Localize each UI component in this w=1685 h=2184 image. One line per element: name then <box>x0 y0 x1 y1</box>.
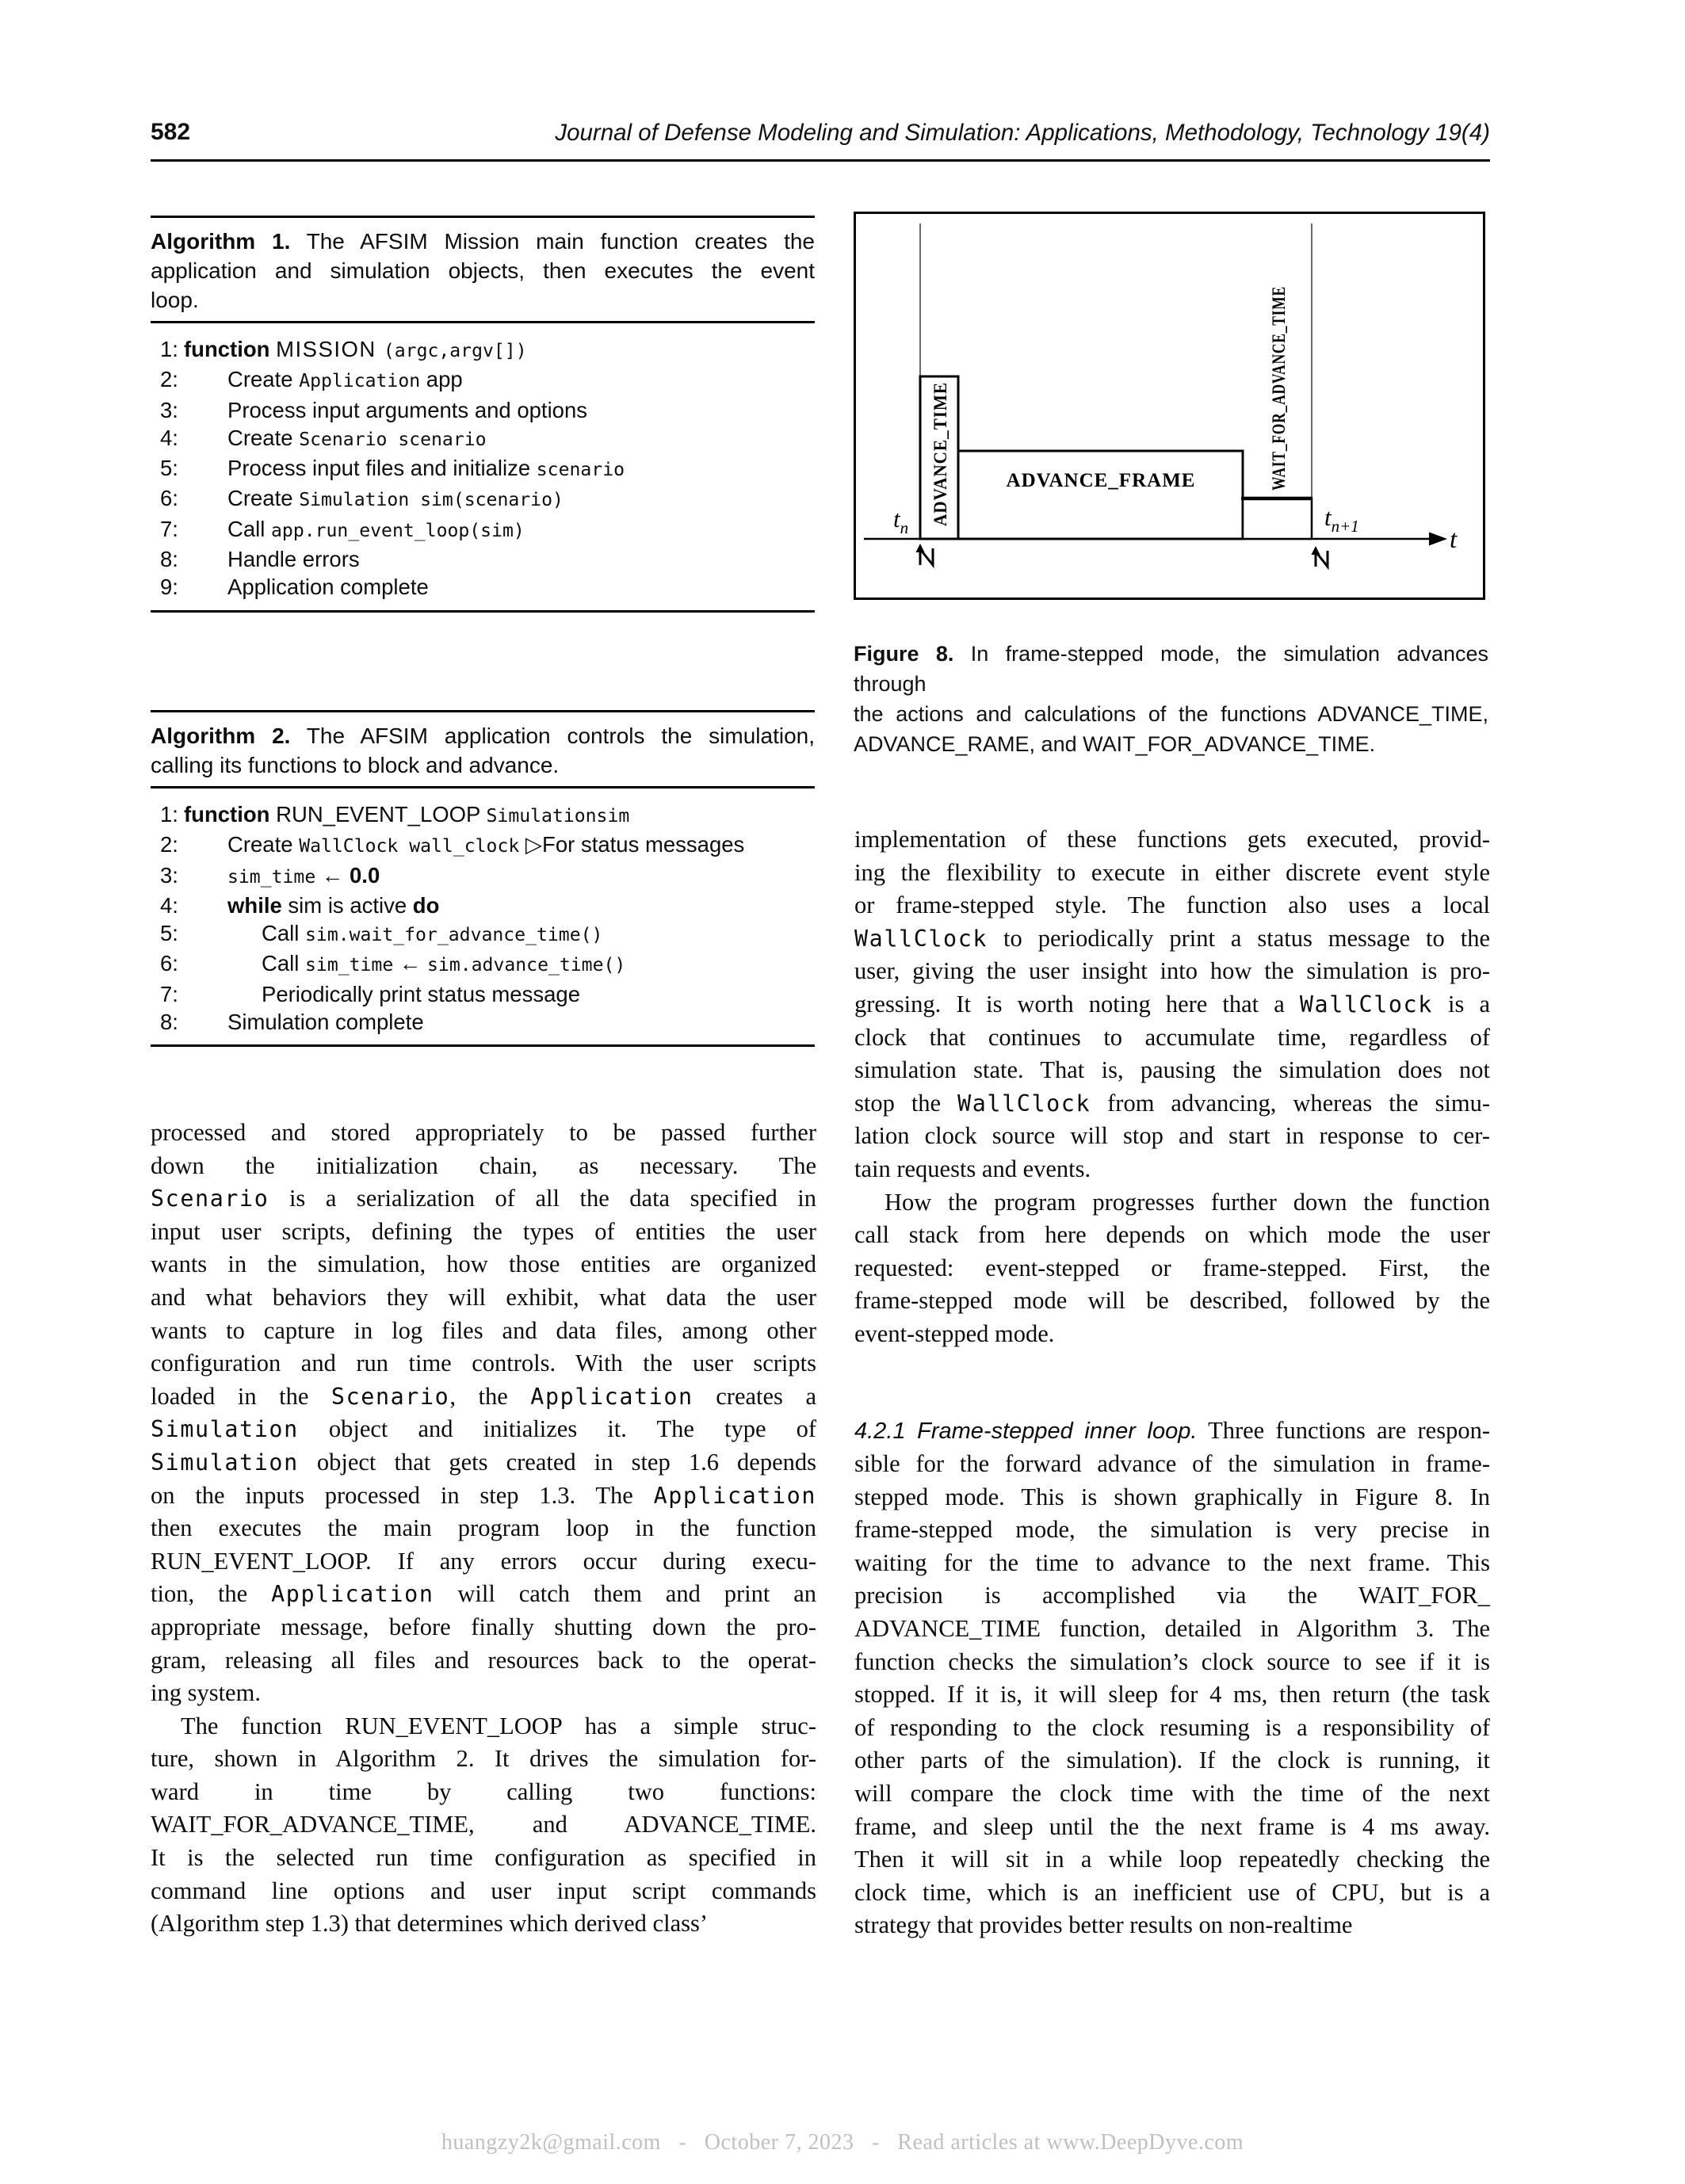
text-segment: In frame-stepped mode, the simulation advances through <box>854 642 1488 696</box>
text-segment: ▷For status messages <box>519 832 745 857</box>
advance-time-bar-label: ADVANCE_TIME <box>930 370 950 526</box>
text-line <box>151 800 815 830</box>
text-segment: while <box>227 892 288 918</box>
text-segment: ward in time by calling two functions: <box>151 1777 816 1805</box>
text-segment: Algorithm 2. <box>151 724 291 748</box>
figure8-caption <box>854 639 1488 759</box>
algorithm-1-caption <box>151 227 815 315</box>
text-line <box>151 750 815 780</box>
text-line <box>854 1744 1490 1777</box>
tick-label-tn1: $t_{n+1}$ <box>1324 503 1359 536</box>
text-line <box>854 1318 1490 1351</box>
text-line <box>854 1481 1490 1514</box>
text-segment: ADVANCE_RAME, and WAIT_FOR_ADVANCE_TIME. <box>854 732 1376 756</box>
text-segment: loaded in the <box>151 1382 331 1410</box>
text-line <box>151 1182 816 1216</box>
algorithm-2-box <box>151 710 815 1047</box>
text-segment: ADVANCE_TIME function, detailed in Algorithm 3. The <box>854 1615 1490 1643</box>
text-segment: Create <box>227 367 300 392</box>
text-segment: The AFSIM Mission main function creates the <box>290 229 815 254</box>
text-segment: frame-stepped mode, the simulation is very precise in <box>854 1516 1490 1544</box>
text-segment: ture, shown in Algorithm 2. It drives the simulation for- <box>151 1745 816 1773</box>
algorithm-1-bottom-rule <box>151 610 815 613</box>
text-segment: gram, releasing all files and resources back to the operat- <box>151 1646 816 1674</box>
text-line <box>151 861 815 892</box>
text-segment: is a <box>1432 990 1490 1018</box>
text-line <box>151 1446 816 1480</box>
text-segment: creates a <box>693 1382 816 1410</box>
text-line <box>854 1712 1490 1745</box>
wait-for-advance-time-bar-label: WAIT_FOR_ADVANCE_TIME <box>1269 222 1289 491</box>
tick-label-tn: $t_n$ <box>893 505 909 537</box>
text-segment: then executes the main program loop in the function <box>151 1514 816 1542</box>
line-number: 6: <box>160 951 178 976</box>
text-line <box>854 1021 1490 1055</box>
text-segment: will compare the clock time with the time of the next <box>854 1780 1490 1808</box>
text-segment: Scenario <box>331 1383 450 1410</box>
text-segment: ← <box>315 862 350 888</box>
text-line <box>151 1776 816 1809</box>
text-segment: WallClock wall_clock <box>299 836 520 857</box>
text-segment: Create <box>227 425 300 450</box>
journal-title: Journal of Defense Modeling and Simulation: Applications, Methodology, Technology 19(4) <box>555 120 1490 146</box>
line-number: 2: <box>160 367 178 392</box>
line-number: 4: <box>160 892 178 918</box>
text-line <box>854 889 1490 922</box>
text-line <box>854 1613 1490 1646</box>
text-line <box>151 721 815 750</box>
algorithm-1-box <box>151 216 815 613</box>
text-segment: Create <box>227 486 300 511</box>
text-segment: sim_time <box>227 866 316 888</box>
text-segment: The function RUN_EVENT_LOOP has a simple struc- <box>181 1712 816 1739</box>
text-line <box>151 545 815 573</box>
text-line <box>151 1216 816 1249</box>
text-segment: of responding to the clock resuming is a responsibility of <box>854 1713 1490 1741</box>
text-line <box>854 1219 1490 1252</box>
text-segment: to periodically print a status message to the <box>988 924 1490 952</box>
text-segment: WallClock <box>1299 991 1433 1018</box>
page-number: 582 <box>151 119 191 145</box>
text-line <box>151 1480 816 1513</box>
text-segment: loop. <box>151 288 199 312</box>
text-line <box>151 1315 816 1348</box>
text-line <box>151 830 815 861</box>
text-line <box>854 922 1490 956</box>
time-axis-label: t <box>1450 525 1458 554</box>
text-segment: tain requests and events. <box>854 1155 1091 1182</box>
line-number: 5: <box>160 456 178 481</box>
text-segment: WAIT_FOR_ADVANCE_TIME, and ADVANCE_TIME. <box>151 1811 816 1838</box>
text-line <box>151 1710 816 1743</box>
algorithm-2-caption <box>151 721 815 780</box>
text-segment: ← <box>393 951 428 976</box>
text-segment: sible for the forward advance of the simulation in frame- <box>854 1450 1490 1478</box>
text-segment: appropriate message, before finally shutting down the pro- <box>151 1613 816 1640</box>
text-line <box>854 1843 1490 1877</box>
text-segment: wants to capture in log files and data files, among other <box>151 1316 816 1344</box>
line-number: 6: <box>160 486 178 511</box>
text-segment: stepped mode. This is shown graphically in Figure 8. In <box>854 1483 1490 1510</box>
text-segment: function <box>184 802 277 827</box>
advance-frame-bar <box>958 451 1243 539</box>
text-segment: will catch them and print an <box>434 1580 816 1608</box>
text-line <box>151 573 815 601</box>
text-line <box>151 1677 816 1710</box>
text-segment: Scenario scenario <box>299 429 487 450</box>
line-number: 7: <box>160 516 178 541</box>
text-segment: strategy that provides better results on non-realtime <box>854 1911 1353 1939</box>
text-segment: How the program progresses further down the function <box>885 1188 1490 1216</box>
text-segment: requested: event-stepped or frame-stepped. First, the <box>854 1254 1490 1281</box>
text-segment: Scenario <box>151 1186 269 1212</box>
text-line <box>151 1347 816 1380</box>
text-segment: tion, the <box>151 1580 272 1608</box>
text-segment: Periodically print status message <box>262 981 580 1006</box>
text-segment: object that gets created in step 1.6 depends <box>298 1448 816 1476</box>
text-line <box>151 1743 816 1776</box>
right-column-text <box>854 823 1490 1942</box>
text-line <box>151 484 815 514</box>
text-segment: Simulation sim(scenario) <box>299 490 564 511</box>
text-segment: Application <box>653 1482 816 1509</box>
text-segment: other parts of the simulation). If the clock is running, it <box>854 1747 1490 1774</box>
text-segment: Algorithm 1. <box>151 229 291 254</box>
line-number: 1: <box>160 337 178 361</box>
algorithm-2-top-rule <box>151 710 815 712</box>
algorithm-2-mid-rule <box>151 786 815 788</box>
text-segment: Process input arguments and options <box>227 397 588 422</box>
text-segment: 4.2.1 Frame-stepped inner loop. <box>854 1418 1198 1444</box>
text-segment: app <box>420 367 463 392</box>
text-line <box>151 1248 816 1281</box>
text-segment: lation clock source will stop and start in response to cer- <box>854 1122 1490 1150</box>
text-line <box>854 1579 1490 1613</box>
text-line <box>854 1087 1490 1121</box>
header-rule <box>151 159 1490 162</box>
text-segment: from advancing, whereas the simu- <box>1091 1089 1490 1117</box>
algorithm-2-bottom-rule <box>151 1044 815 1047</box>
text-segment: (argc,argv[]) <box>383 341 527 361</box>
text-segment: Call <box>262 921 306 946</box>
text-line <box>854 1811 1490 1844</box>
text-segment: stopped. If it is, it will sleep for 4 ms, then return (the task <box>854 1681 1490 1709</box>
text-segment: and what behaviors they will exhibit, what data the user <box>151 1283 816 1311</box>
text-line <box>854 639 1488 699</box>
text-line <box>151 256 815 285</box>
text-segment: Simulationsim <box>486 806 630 827</box>
wait-for-advance-time-bar <box>1243 498 1312 539</box>
text-segment: configuration and run time controls. With the user scripts <box>151 1350 816 1377</box>
text-segment: WallClock <box>854 925 988 952</box>
text-segment: processed and stored appropriately to be passed further <box>151 1119 816 1146</box>
text-segment: down the initialization chain, as necessary. The <box>151 1151 816 1179</box>
text-segment: sim is active <box>288 892 413 918</box>
text-segment: Process input files and initialize <box>227 456 537 481</box>
text-line <box>151 892 815 919</box>
text-segment: Create <box>227 832 300 857</box>
text-segment: command line options and user input script commands <box>151 1877 816 1904</box>
text-segment: wants in the simulation, how those entities are organized <box>151 1250 816 1278</box>
deepdyve-watermark: huangzy2k@gmail.com - October 7, 2023 - Read articles at www.DeepDyve.com <box>441 2130 1244 2155</box>
text-line <box>854 699 1488 729</box>
text-line <box>151 919 815 949</box>
text-segment: call stack from here depends on which mode the user <box>854 1221 1490 1249</box>
line-number: 1: <box>160 802 178 827</box>
text-line <box>854 1877 1490 1910</box>
text-segment: Three functions are respon- <box>1197 1416 1490 1444</box>
text-line <box>151 1808 816 1842</box>
text-segment: Simulation <box>151 1449 299 1476</box>
text-line <box>854 1415 1490 1449</box>
text-segment: stop the <box>854 1089 958 1117</box>
text-line <box>151 335 815 365</box>
algorithm-1-mid-rule <box>151 321 815 323</box>
text-line <box>151 1413 816 1446</box>
text-line <box>151 1512 816 1545</box>
text-line <box>854 1448 1490 1481</box>
text-segment: (Algorithm step 1.3) that determines which derived class’ <box>151 1910 709 1938</box>
text-segment: Then it will sit in a while loop repeatedly checking the <box>854 1846 1490 1873</box>
text-segment: gressing. It is worth noting here that a <box>854 990 1300 1018</box>
text-segment: 0.0 <box>350 862 380 888</box>
text-segment: Simulation complete <box>227 1010 424 1035</box>
text-line <box>151 1281 816 1315</box>
text-segment: ing system. <box>151 1679 261 1707</box>
text-line <box>854 988 1490 1021</box>
algorithm-1-top-rule <box>151 216 815 218</box>
text-segment: sim_time <box>305 955 394 976</box>
text-line <box>151 1842 816 1875</box>
text-segment: RUN_EVENT_LOOP <box>276 802 487 827</box>
text-segment: frame, and sleep until the the next frame is 4 ms away. <box>854 1812 1490 1840</box>
text-line <box>854 1678 1490 1712</box>
text-line <box>151 1150 816 1183</box>
text-segment: sim.advance_time() <box>427 955 626 976</box>
algorithm-1-code <box>151 335 815 601</box>
text-segment: function checks the simulation’s clock source to see if it is <box>854 1648 1490 1675</box>
text-segment: application and simulation objects, then executes the event <box>151 258 815 283</box>
line-number: 5: <box>160 921 178 946</box>
text-line <box>854 1120 1490 1153</box>
text-line <box>854 955 1490 988</box>
text-segment: the actions and calculations of the functions ADVANCE_TIME, <box>854 702 1488 726</box>
text-segment: object and initializes it. The type of <box>298 1415 816 1443</box>
text-line <box>854 1909 1490 1942</box>
text-segment: is a serialization of all the data specified in <box>269 1185 816 1212</box>
text-line <box>151 365 815 395</box>
line-number: 8: <box>160 1010 178 1035</box>
text-segment: WallClock <box>957 1090 1091 1117</box>
text-segment: event-stepped mode. <box>854 1319 1055 1347</box>
text-segment: The AFSIM application controls the simulation, <box>290 724 815 748</box>
text-line <box>854 1054 1490 1087</box>
text-segment: do <box>412 892 440 918</box>
text-line <box>854 1285 1490 1318</box>
text-line <box>854 1777 1490 1811</box>
text-line <box>151 1008 815 1036</box>
text-segment: Handle errors <box>227 547 360 572</box>
text-line <box>151 949 815 979</box>
algorithm-2-code <box>151 800 815 1036</box>
text-segment: clock that continues to accumulate time, regardless of <box>854 1023 1490 1051</box>
text-line <box>151 1644 816 1678</box>
text-segment: calling its functions to block and advance. <box>151 753 560 777</box>
text-line <box>151 1117 816 1150</box>
line-number: 3: <box>160 397 178 422</box>
text-line <box>854 729 1488 759</box>
text-segment: app.run_event_loop(sim) <box>271 520 525 541</box>
text-line <box>151 515 815 545</box>
text-line <box>854 1514 1490 1547</box>
text-line <box>151 1578 816 1611</box>
text-segment: waiting for the time to advance to the next frame. This <box>854 1548 1490 1576</box>
text-line <box>854 1547 1490 1580</box>
text-segment: Figure 8. <box>854 642 954 666</box>
text-line <box>151 980 815 1008</box>
text-segment: sim.wait_for_advance_time() <box>305 925 603 946</box>
left-column-text <box>151 1117 816 1941</box>
text-segment: Application <box>271 1581 434 1608</box>
text-segment: MISSION <box>276 337 384 361</box>
text-segment: frame-stepped mode will be described, followed by the <box>854 1287 1490 1315</box>
advance-frame-bar-label: ADVANCE_FRAME <box>1006 470 1196 491</box>
text-segment: user, giving the user insight into how the simulation is pro- <box>854 957 1490 985</box>
text-segment: or frame-stepped style. The function also uses a local <box>854 892 1490 919</box>
text-line <box>151 285 815 315</box>
text-segment: scenario <box>536 460 625 481</box>
text-segment: precision is accomplished via the WAIT_FOR_ <box>854 1582 1490 1609</box>
text-segment: Application <box>530 1383 693 1410</box>
text-segment: input user scripts, defining the types of entities the user <box>151 1217 816 1245</box>
text-segment: RUN_EVENT_LOOP. If any errors occur during execu- <box>151 1547 816 1575</box>
text-segment: Call <box>262 951 306 976</box>
line-number: 4: <box>160 425 178 450</box>
text-segment: on the inputs processed in step 1.3. The <box>151 1481 654 1509</box>
text-line <box>151 396 815 424</box>
text-line <box>854 1646 1490 1679</box>
line-number: 3: <box>160 862 178 888</box>
text-segment: Application complete <box>227 575 429 600</box>
text-segment: implementation of these functions gets executed, provid- <box>854 826 1490 853</box>
line-number: 9: <box>160 575 178 600</box>
text-segment: Application <box>299 371 421 392</box>
text-line <box>151 1380 816 1414</box>
line-number: 2: <box>160 832 178 857</box>
text-segment: It is the selected run time configuration as specified in <box>151 1844 816 1872</box>
text-line <box>854 1186 1490 1220</box>
line-number: 8: <box>160 547 178 572</box>
text-segment: clock time, which is an inefficient use of CPU, but is a <box>854 1878 1490 1906</box>
text-line <box>854 1252 1490 1285</box>
text-line <box>151 1875 816 1908</box>
text-line <box>854 857 1490 890</box>
text-segment: simulation state. That is, pausing the simulation does not <box>854 1056 1490 1084</box>
text-line <box>854 1153 1490 1186</box>
text-segment: function <box>184 337 277 361</box>
text-line <box>151 1545 816 1579</box>
text-line <box>854 823 1490 857</box>
text-line <box>151 227 815 256</box>
text-line <box>151 424 815 454</box>
text-segment: ing the flexibility to execute in either discrete event style <box>854 858 1490 886</box>
text-line <box>151 454 815 484</box>
text-segment: Call <box>227 516 272 541</box>
line-number: 7: <box>160 981 178 1006</box>
text-segment: Simulation <box>151 1416 299 1443</box>
text-line <box>151 1611 816 1644</box>
figure8-diagram <box>854 212 1485 600</box>
text-line <box>151 1907 816 1941</box>
text-segment: , the <box>449 1382 531 1410</box>
